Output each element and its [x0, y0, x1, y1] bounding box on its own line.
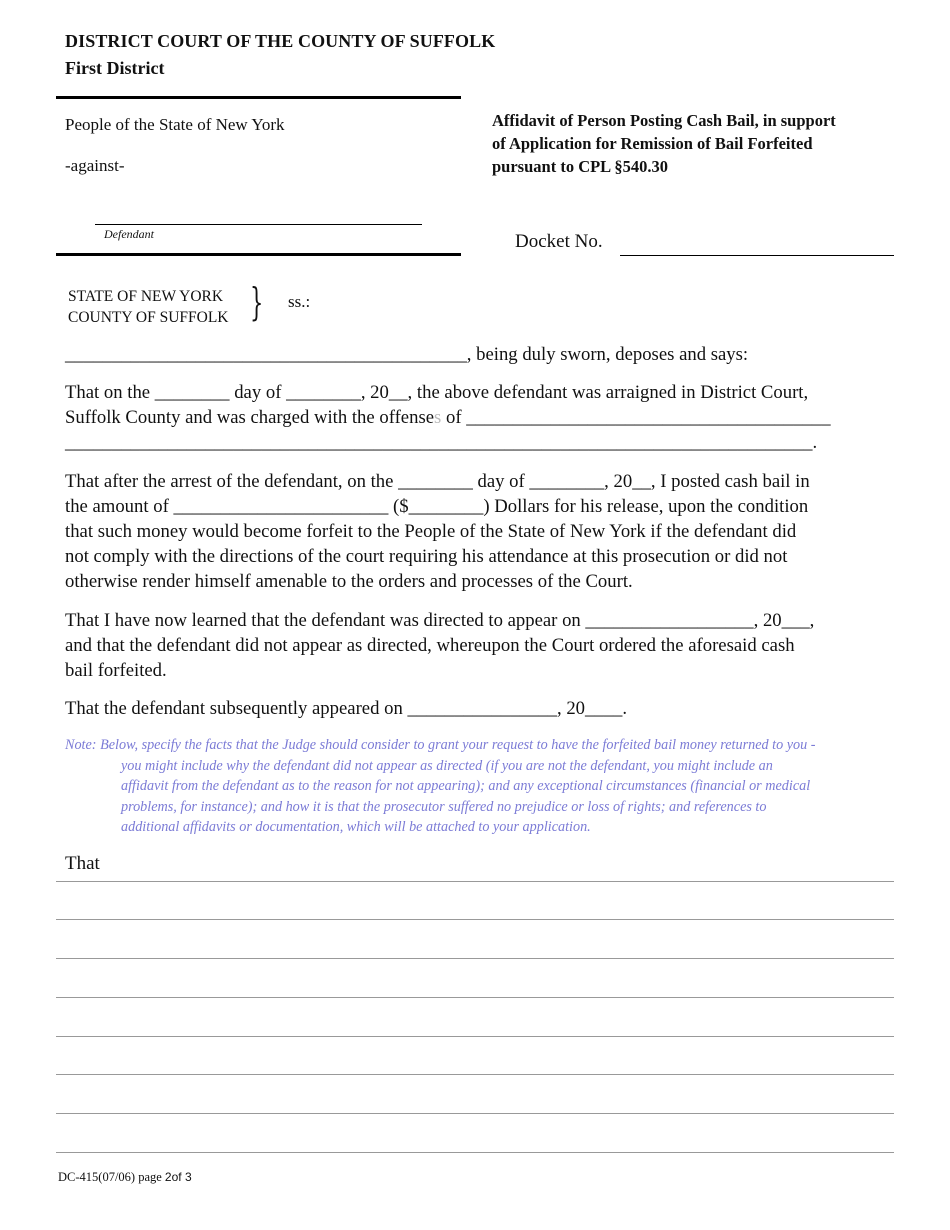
arraignment-paragraph [65, 380, 890, 455]
instruction-note [65, 735, 890, 838]
affidavit-title-line-2: of Application for Remission of Bail Forfeited [492, 134, 813, 153]
note-line-4: problems, for instance); and how it is that the prosecutor suffered no prejudice or loss of rights; and references to [121, 798, 767, 815]
sworn-paragraph [65, 342, 890, 367]
note-line-2: you might include why the defendant did not appear as directed (if you are not the defendant, you might include an [121, 757, 773, 774]
arraignment-line-2-text: Suffolk County and was charged with the offense [65, 407, 435, 428]
writing-line[interactable] [56, 1152, 894, 1153]
caption-plaintiff: People of the State of New York [65, 115, 285, 134]
bail-line-4: not comply with the directions of the court requiring his attendance at this prosecution or did not [65, 546, 788, 567]
caption-against: -against- [65, 156, 125, 175]
learned-line-3: bail forfeited. [65, 660, 167, 681]
arraignment-line-2 [65, 405, 890, 430]
bail-line-2: the amount of _______________________ ($________) Dollars for his release, upon the condition [65, 496, 809, 517]
page-indicator: 2of 3 [164, 1170, 192, 1184]
learned-line-1: That I have now learned that the defendant was directed to appear on __________________, 20___, [65, 610, 815, 631]
note-line-1: Note: Below, specify the facts that the Judge should consider to grant your request to have the forfeited bail money returned to you - [65, 737, 816, 753]
venue-state: STATE OF NEW YORK [68, 288, 224, 305]
statement-start-word: That [65, 853, 100, 874]
sworn-line: ___________________________________________, being duly sworn, deposes and says: [65, 344, 749, 365]
note-line-3: affidavit from the defendant as to the reason for not appearing); and any exceptional circumstances (financial or medical [121, 778, 811, 795]
caption-bottom-rule [56, 253, 461, 256]
affidavit-title-line-1: Affidavit of Person Posting Cash Bail, in support [492, 111, 836, 130]
writing-line[interactable] [56, 997, 894, 998]
docket-label: Docket No. [515, 231, 603, 252]
arraignment-line-3: ________________________________________________________________________________. [65, 432, 818, 453]
arraignment-line-2-blank: of _______________________________________ [441, 407, 831, 428]
bail-line-1: That after the arrest of the defendant, on the ________ day of ________, 20__, I posted cash bail in [65, 471, 810, 492]
affidavit-title [492, 109, 892, 178]
form-footer [58, 1170, 192, 1185]
writing-line[interactable] [56, 1074, 894, 1075]
note-line-5: additional affidavits or documentation, which will be attached to your application. [121, 819, 591, 836]
defendant-label: Defendant [104, 227, 154, 241]
writing-line[interactable] [56, 1036, 894, 1037]
writing-line[interactable] [56, 919, 894, 920]
docket-number-line[interactable] [620, 255, 894, 256]
venue-block [68, 286, 228, 328]
arraignment-line-1: That on the ________ day of ________, 20__, the above defendant was arraigned in District Court, [65, 382, 809, 403]
venue-brace: } [250, 280, 264, 324]
caption-top-rule [56, 96, 461, 99]
venue-ss: ss.: [288, 292, 311, 311]
form-id: DC-415(07/06) page [58, 1170, 165, 1184]
district-subtitle: First District [65, 58, 165, 78]
writing-line[interactable] [56, 881, 894, 882]
bail-line-5: otherwise render himself amenable to the orders and processes of the Court. [65, 571, 633, 592]
learned-paragraph [65, 608, 890, 683]
bail-paragraph [65, 469, 890, 594]
writing-line[interactable] [56, 1113, 894, 1114]
venue-county: COUNTY OF SUFFOLK [68, 309, 229, 326]
defendant-name-line[interactable] [95, 224, 422, 225]
appeared-line: That the defendant subsequently appeared on ________________, 20____. [65, 698, 628, 719]
appeared-paragraph [65, 696, 890, 721]
writing-line[interactable] [56, 958, 894, 959]
arraignment-faint-s: s [434, 407, 442, 428]
learned-line-2: and that the defendant did not appear as directed, whereupon the Court ordered the aforesaid cash [65, 635, 795, 656]
bail-line-3: that such money would become forfeit to the People of the State of New York if the defendant did [65, 521, 797, 542]
affidavit-title-line-3: pursuant to CPL §540.30 [492, 157, 669, 176]
court-title: DISTRICT COURT OF THE COUNTY OF SUFFOLK [65, 31, 496, 51]
